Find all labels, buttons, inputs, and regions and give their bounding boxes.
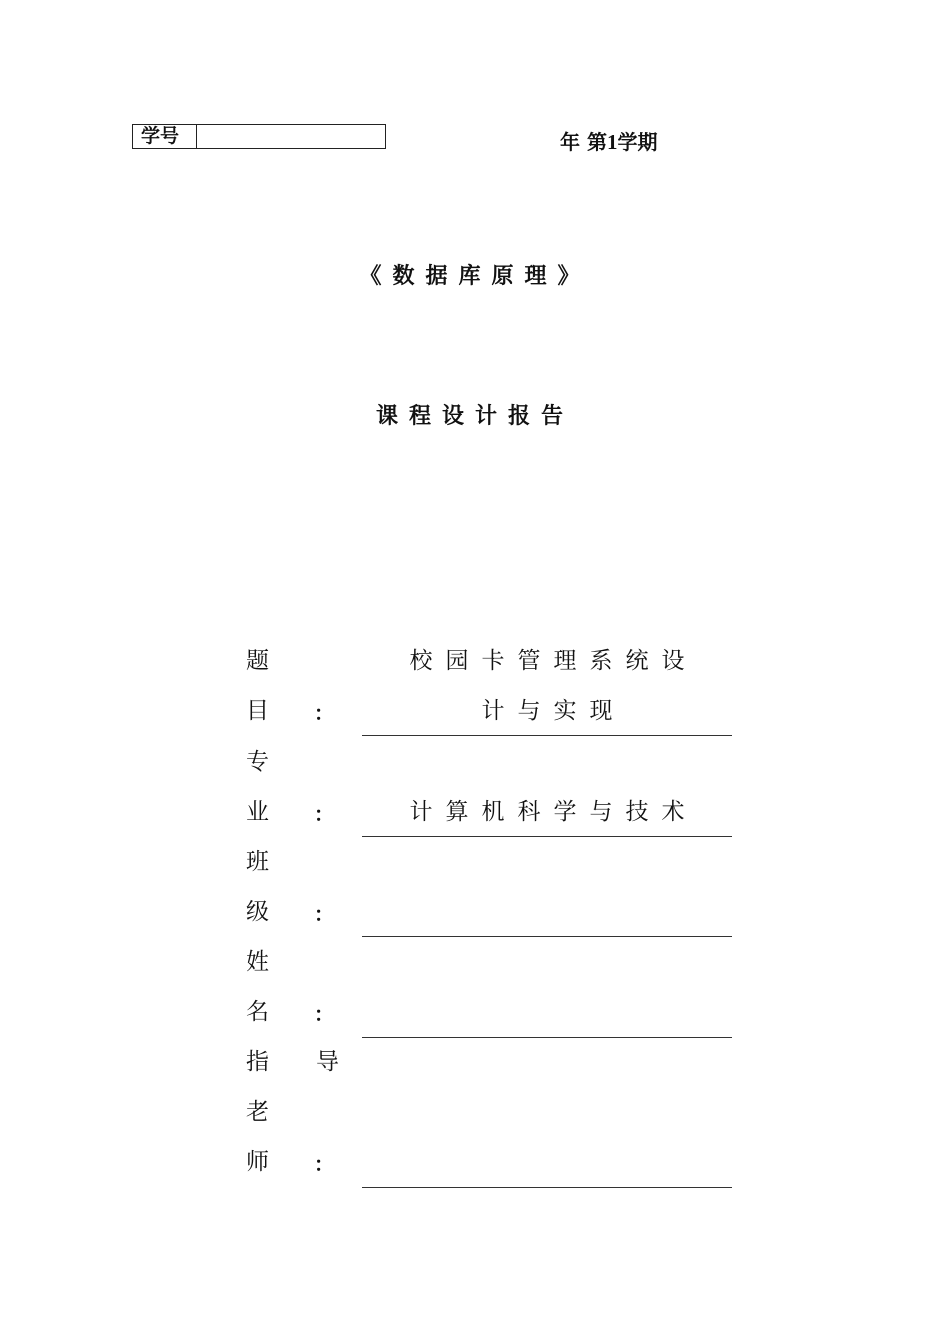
term-label — [560, 129, 657, 155]
major-label-char-2: 业 — [246, 799, 269, 825]
advisor-label-char-3: 老 — [246, 1099, 269, 1125]
course-title: 《数据库原理》 — [359, 264, 591, 289]
name-colon: ： — [314, 1002, 334, 1026]
term-prefix: 年 第 — [560, 130, 607, 154]
class-label-char-1: 班 — [246, 849, 269, 875]
term-number: 1 — [606, 130, 618, 154]
name-label-char-1: 姓 — [246, 949, 269, 975]
topic-value-line-1: 校园卡管理系统设 — [409, 648, 698, 674]
class-underline — [362, 936, 732, 937]
advisor-label-char-4: 师 — [246, 1149, 269, 1175]
class-label-char-2: 级 — [246, 899, 269, 925]
advisor-colon: ： — [314, 1152, 334, 1176]
student-id-label: 学号 — [133, 125, 197, 148]
report-title: 课程设计报告 — [375, 404, 574, 429]
name-label-char-2: 名 — [246, 999, 269, 1025]
name-underline — [362, 1037, 732, 1038]
class-colon: ： — [314, 902, 334, 926]
topic-label-char-1: 题 — [246, 648, 269, 674]
student-id-box — [132, 124, 386, 149]
major-value: 计算机科学与技术 — [409, 799, 698, 825]
term-suffix: 学期 — [617, 130, 658, 154]
major-underline — [362, 836, 732, 837]
advisor-label-char-1: 指 — [246, 1049, 269, 1075]
topic-value-line-2: 计与实现 — [481, 698, 626, 724]
topic-underline — [362, 735, 732, 736]
major-colon: ： — [314, 802, 334, 826]
topic-colon: ： — [314, 701, 334, 725]
advisor-label-char-2: 导 — [316, 1049, 339, 1075]
topic-label-char-2: 目 — [246, 698, 269, 724]
major-label-char-1: 专 — [246, 749, 269, 775]
student-id-value[interactable] — [197, 125, 385, 148]
advisor-underline — [362, 1187, 732, 1188]
